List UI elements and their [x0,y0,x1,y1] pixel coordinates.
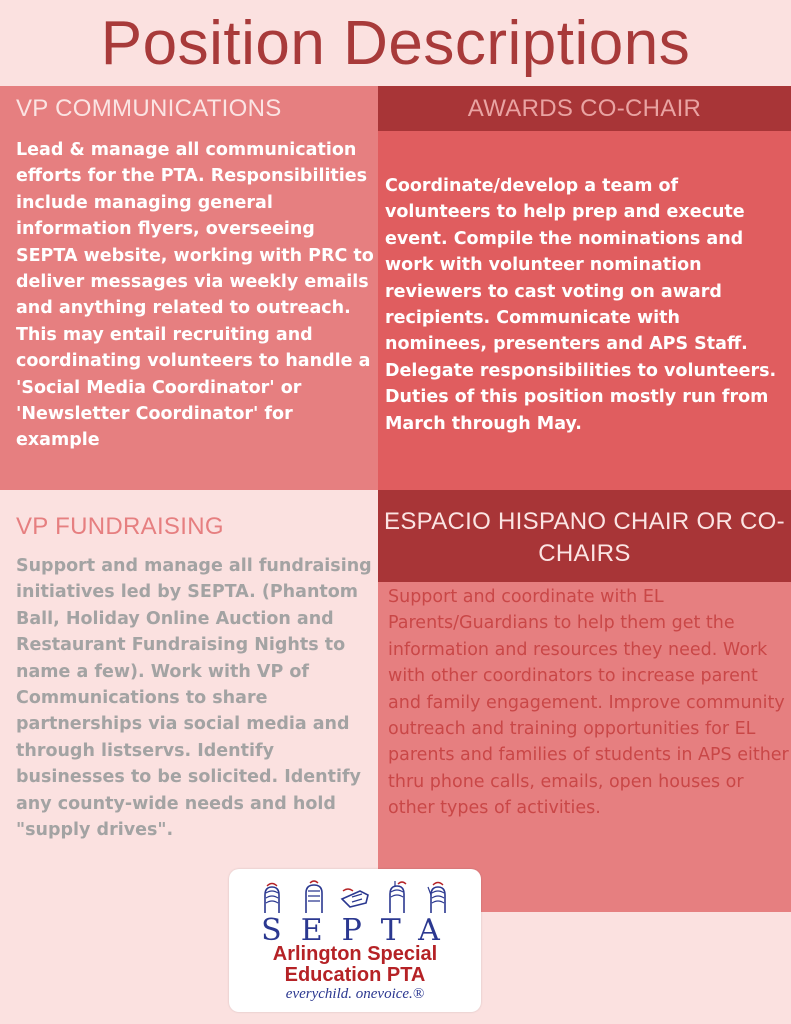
logo-tagline: everychild. onevoice.® [285,986,425,1002]
sign-hand-p-icon [340,877,370,915]
awards-cochair-description: Coordinate/develop a team of volunteers to help prep and execute event. Compile the nominations and work with volunteer nomination reviewers to cast voting on award recipients. Communicate with nominees, presenters and APS Staff. Delegate responsibilities to volunteers. Duties of this position mostly run from March through May. [385,176,777,434]
septa-logo [229,869,481,1012]
sign-hand-a-icon [423,877,453,915]
logo-line-education: Education PTA [284,964,426,986]
awards-cochair-heading: AWARDS CO-CHAIR [467,95,702,122]
page-title: Position Descriptions [100,9,691,78]
logo-line-arlington: Arlington Special [272,943,438,965]
sign-hand-t-icon [382,877,412,915]
espacio-hispano-heading: ESPACIO HISPANO CHAIR OR CO-CHAIRS [384,508,785,567]
sign-hand-e-icon [299,877,329,915]
vp-communications-heading: VP COMMUNICATIONS [16,95,282,122]
awards-cochair-header [378,86,791,131]
vp-fundraising-heading: VP FUNDRAISING [16,513,224,540]
espacio-hispano-panel [378,582,791,912]
sign-language-hands [257,873,453,915]
vp-communications-description: Lead & manage all communication efforts for the PTA. Responsibilities include managing general information flyers, overseeing SEPTA website, working with PRC to deliver messages via weekly emails and anything related to outreach. This may entail recruiting and coordinating volunteers to handle a 'Social Media Coordinator' or 'Newsletter Coordinator' for example [16,140,374,451]
awards-cochair-panel [378,131,791,490]
logo-septa-letters: SEPTA [261,913,459,948]
espacio-hispano-header [378,490,791,582]
sign-hand-s-icon [257,877,287,915]
vp-communications-panel [0,86,378,490]
vp-fundraising-description: Support and manage all fundraising initiatives led by SEPTA. (Phantom Ball, Holiday Online Auction and Restaurant Fundraising Nights to name a few). Work with VP of Communications to share partnerships via social media and through listservs. Identify businesses to be solicited. Identify any county-wide needs and hold "supply drives". [16,556,372,841]
espacio-hispano-description: Support and coordinate with EL Parents/Guardians to help them get the information and resources they need. Work with other coordinators to increase parent and family engagement. Improve community outreach and training opportunities for EL parents and families of students in APS either thru phone calls, emails, open houses or other types of activities. [388,587,789,819]
